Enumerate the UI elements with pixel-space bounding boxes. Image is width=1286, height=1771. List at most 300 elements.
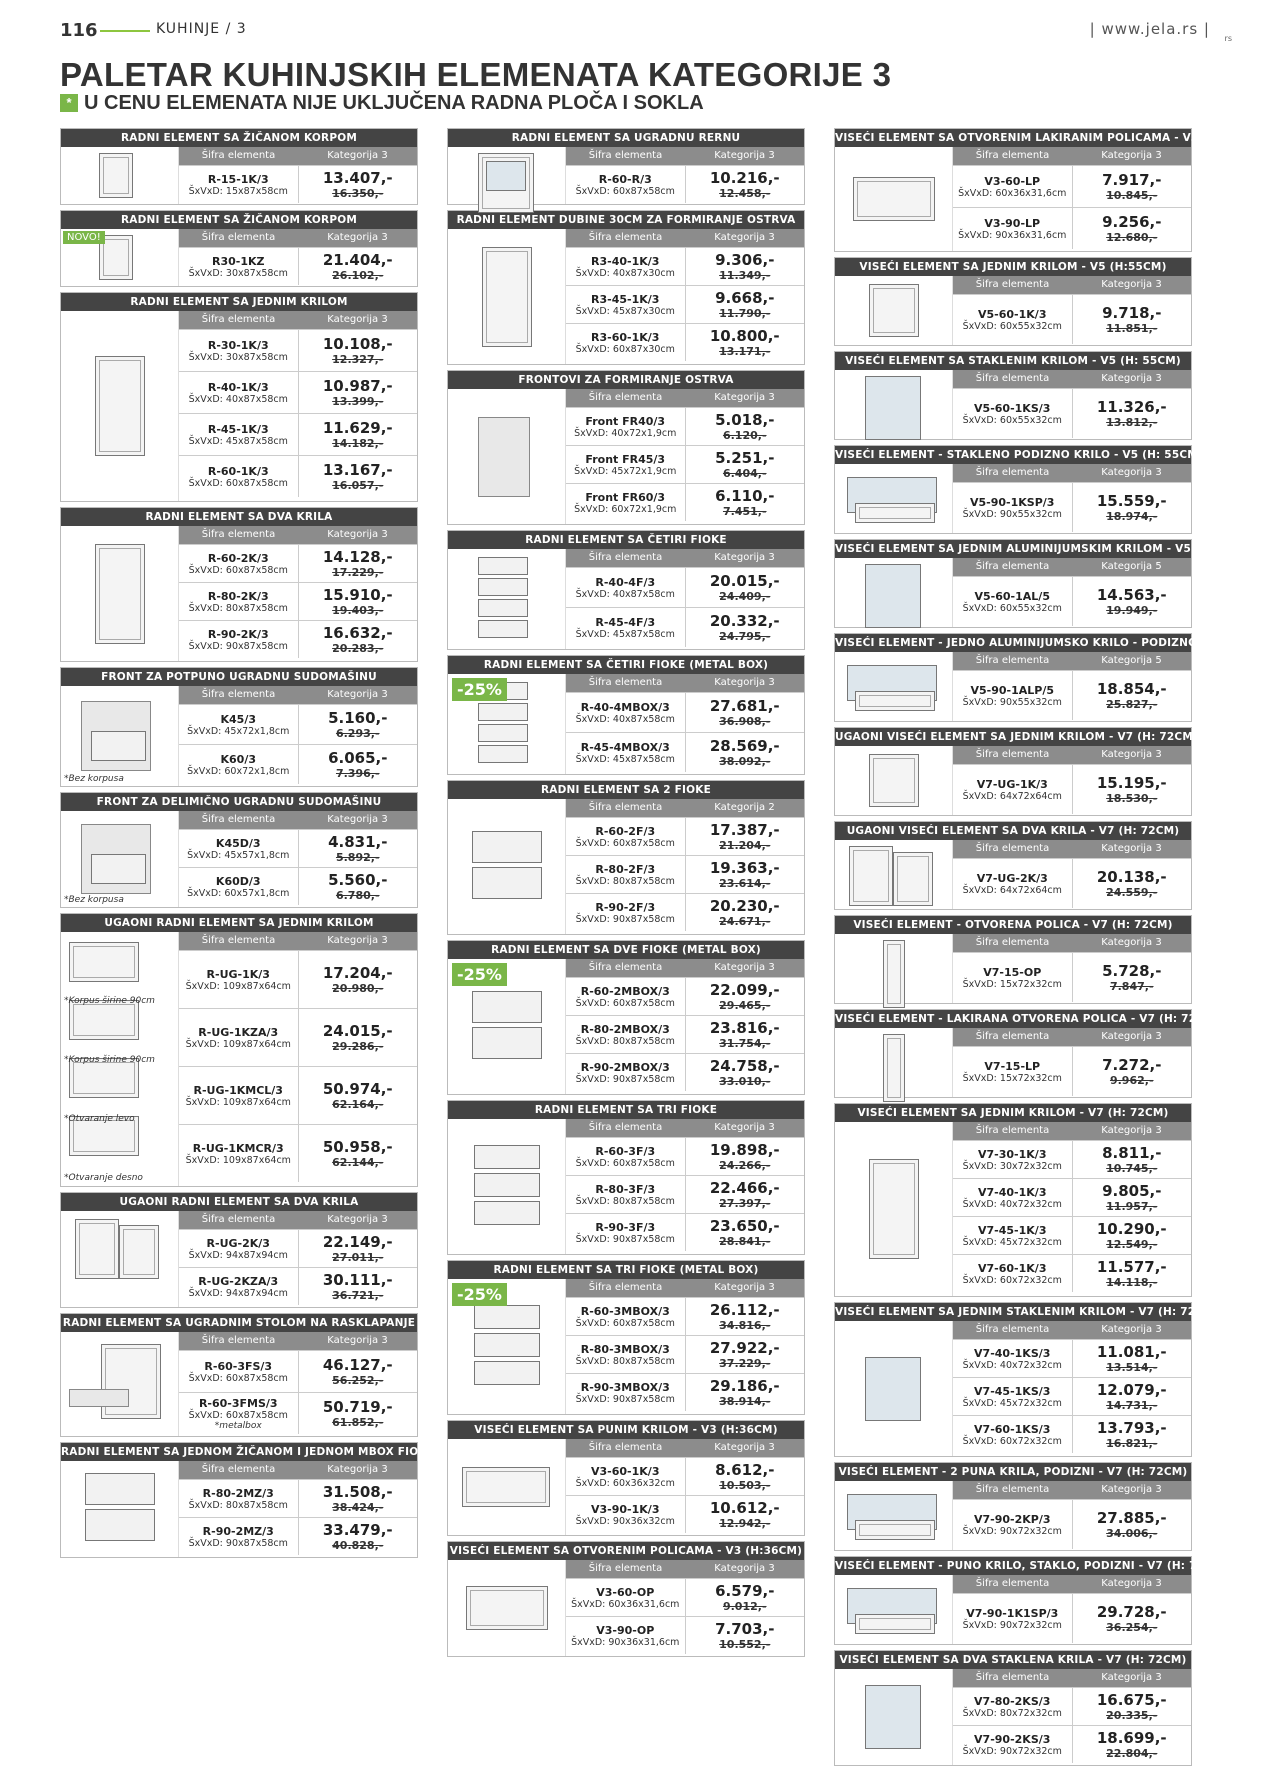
item-info [179, 1518, 298, 1555]
item-code: R-90-2F/3 [595, 900, 656, 914]
table-row [179, 455, 417, 497]
category-column-header: Kategorija 3 [714, 677, 775, 688]
old-price: 16.057,- [332, 479, 384, 492]
block-body [61, 229, 417, 286]
item-dimensions: ŠxVxD: 45x87x30cm [575, 305, 675, 317]
product-block [60, 792, 418, 908]
old-price: 7.396,- [335, 767, 380, 780]
item-dimensions: ŠxVxD: 60x55x32cm [962, 320, 1062, 332]
old-price: 21.204,- [719, 839, 771, 852]
table-header [179, 147, 417, 165]
new-price: 5.251,- [715, 449, 775, 467]
price-table [566, 799, 804, 934]
product-image [835, 464, 953, 533]
item-dimensions: ŠxVxD: 45x72x1,9cm [574, 465, 677, 477]
item-price [298, 1518, 418, 1555]
item-code: R-60-2MBOX/3 [580, 984, 670, 998]
table-row [953, 1593, 1191, 1643]
category-column-header: Kategorija 5 [1101, 655, 1162, 666]
item-price [298, 830, 418, 867]
table-row [953, 482, 1191, 532]
item-code: R-40-4F/3 [595, 575, 656, 589]
new-price: 13.407,- [322, 169, 393, 187]
price-table [566, 1279, 804, 1414]
product-image [448, 389, 566, 524]
item-code: R-UG-2KZA/3 [198, 1274, 279, 1288]
product-image [835, 1122, 953, 1296]
item-price [685, 1336, 805, 1373]
table-row [953, 1415, 1191, 1453]
wall-cabinet-illustration [462, 1467, 550, 1507]
item-code: V7-60-1K/3 [978, 1261, 1047, 1275]
old-price: 29.465,- [719, 999, 771, 1012]
front-panel-illustration [478, 417, 530, 497]
price-table [566, 389, 804, 524]
new-price: 27.681,- [709, 697, 780, 715]
item-dimensions: ŠxVxD: 90x87x58cm [575, 1393, 675, 1405]
category-column-header: Kategorija 3 [1101, 1578, 1162, 1589]
price-table [953, 1575, 1191, 1644]
block-body [835, 1669, 1191, 1765]
table-row [953, 1687, 1191, 1725]
block-body [448, 1119, 804, 1254]
new-price: 4.831,- [328, 833, 388, 851]
table-row [953, 165, 1191, 207]
item-dimensions: ŠxVxD: 60x72x32cm [962, 1274, 1062, 1286]
item-price [1072, 953, 1192, 1002]
item-info [953, 1688, 1072, 1725]
item-code: R-30-1K/3 [207, 338, 269, 352]
item-info [566, 608, 685, 647]
item-code: V3-90-1K/3 [591, 1502, 660, 1516]
item-dimensions: ŠxVxD: 40x87x58cm [188, 393, 288, 405]
category-column-header: Kategorija 3 [327, 529, 388, 540]
block-title: VISEĆI ELEMENT SA JEDNIM STAKLENIM KRILOM - V7 (H: 72CM) [835, 1303, 1191, 1321]
product-block [447, 1420, 805, 1536]
drawer-illustration [478, 745, 528, 763]
drawer-illustration [472, 1027, 542, 1059]
product-image [448, 229, 566, 364]
item-code: R-UG-2K/3 [206, 1236, 270, 1250]
category-column-header: Kategorija 3 [714, 392, 775, 403]
product-image [835, 746, 953, 815]
price-table [179, 1461, 417, 1557]
product-image [61, 147, 179, 204]
block-title: VISEĆI ELEMENT SA STAKLENIM KRILOM - V5 (H: 55CM) [835, 352, 1191, 370]
item-code: R-60-1K/3 [207, 464, 269, 478]
item-price [685, 733, 805, 772]
item-info [953, 295, 1072, 344]
item-price [1072, 1141, 1192, 1178]
item-price [298, 414, 418, 455]
code-column-header: Šifra elementa [588, 552, 663, 563]
product-block [60, 913, 418, 1187]
new-price: 33.479,- [322, 1521, 393, 1539]
new-price: 18.854,- [1096, 680, 1167, 698]
block-title: RADNI ELEMENT SA JEDNIM KRILOM [61, 293, 417, 311]
item-price [685, 484, 805, 521]
item-code: V7-45-1K/3 [978, 1223, 1047, 1237]
old-price: 61.852,- [332, 1416, 384, 1429]
item-dimensions: ŠxVxD: 90x87x58cm [575, 1233, 675, 1245]
table-header [179, 932, 417, 950]
wall-cabinet-illustration [855, 691, 935, 711]
item-dimensions: ŠxVxD: 109x87x64cm [185, 1038, 291, 1050]
product-block [447, 655, 805, 775]
table-row [566, 1175, 804, 1213]
old-price: 10.845,- [1106, 189, 1158, 202]
category-column-header: Kategorija 5 [1101, 561, 1162, 572]
table-header [953, 464, 1191, 482]
item-price [298, 1067, 418, 1124]
old-price: 13.399,- [332, 395, 384, 408]
block-title: VISEĆI ELEMENT SA PUNIM KRILOM - V3 (H:36CM) [448, 1421, 804, 1439]
price-table [953, 1321, 1191, 1456]
item-price [685, 1458, 805, 1495]
item-price [1072, 1500, 1192, 1549]
code-column-header: Šifra elementa [975, 843, 1050, 854]
item-price [1072, 1179, 1192, 1216]
block-title: RADNI ELEMENT SA UGRADNIM STOLOM NA RASKLAPANJE [61, 1314, 417, 1332]
product-block [834, 1462, 1192, 1551]
table-header [953, 147, 1191, 165]
table-row [566, 1053, 804, 1091]
item-price [298, 248, 418, 285]
code-column-header: Šifra elementa [588, 962, 663, 973]
narrow-shelf-illustration [883, 940, 905, 1008]
site-link[interactable]: | www.jela.rs | [1089, 20, 1210, 38]
new-price: 9.256,- [1102, 213, 1162, 231]
drawer-illustration [478, 557, 528, 575]
category-column-header: Kategorija 3 [714, 962, 775, 973]
table-row [179, 1124, 417, 1182]
item-price [685, 1496, 805, 1533]
cabinet-illustration [869, 284, 919, 337]
page-subtitle [60, 92, 704, 115]
block-title: UGAONI RADNI ELEMENT SA JEDNIM KRILOM [61, 914, 417, 932]
item-code: V7-UG-1K/3 [976, 777, 1048, 791]
table-row [179, 1229, 417, 1267]
item-info [953, 1255, 1072, 1292]
block-body [835, 276, 1191, 345]
item-code: R-90-3MBOX/3 [580, 1380, 670, 1394]
item-code: V5-60-1AL/5 [974, 589, 1050, 603]
product-block [447, 128, 805, 205]
column-2 [447, 128, 805, 1662]
old-price: 16.350,- [332, 187, 384, 200]
category-column-header: Kategorija 3 [327, 1464, 388, 1475]
table-row [179, 1267, 417, 1305]
old-price: 11.790,- [719, 307, 771, 320]
old-price: 38.424,- [332, 1501, 384, 1514]
item-info [179, 1393, 298, 1434]
item-dimensions: ŠxVxD: 90x72x32cm [962, 1619, 1062, 1631]
price-table [566, 674, 804, 774]
item-info [179, 621, 298, 658]
table-header [566, 1560, 804, 1578]
old-price: 31.754,- [719, 1037, 771, 1050]
new-price: 12.079,- [1096, 1381, 1167, 1399]
table-header [566, 147, 804, 165]
item-price [298, 868, 418, 905]
code-column-header: Šifra elementa [588, 150, 663, 161]
product-image [835, 1481, 953, 1550]
item-code: V7-UG-2K/3 [976, 871, 1048, 885]
old-price: 14.182,- [332, 437, 384, 450]
item-info [953, 1726, 1072, 1763]
block-body [448, 674, 804, 774]
old-price: 40.828,- [332, 1539, 384, 1552]
new-price: 6.065,- [328, 749, 388, 767]
table-row [566, 977, 804, 1015]
table-header [566, 549, 804, 567]
corner-cabinet-illustration [75, 1219, 119, 1279]
open-shelf-illustration [853, 177, 935, 221]
table-row [179, 704, 417, 744]
item-dimensions: ŠxVxD: 40x87x58cm [575, 588, 675, 600]
old-price: 26.102,- [332, 269, 384, 282]
new-price: 14.128,- [322, 548, 393, 566]
block-body [835, 1028, 1191, 1097]
code-column-header: Šifra elementa [975, 1484, 1050, 1495]
item-price [1072, 1726, 1192, 1763]
new-price: 29.186,- [709, 1377, 780, 1395]
code-column-header: Šifra elementa [975, 1672, 1050, 1683]
item-info [953, 671, 1072, 720]
item-dimensions: ŠxVxD: 60x57x1,8cm [187, 887, 290, 899]
item-info [953, 1047, 1072, 1096]
item-price [685, 1138, 805, 1175]
item-info [566, 1374, 685, 1411]
table-row [566, 247, 804, 285]
new-price: 29.728,- [1096, 1603, 1167, 1621]
table-row [566, 607, 804, 647]
table-row [953, 764, 1191, 814]
table-row [566, 855, 804, 893]
table-header [179, 1332, 417, 1350]
item-info [566, 248, 685, 285]
item-info [566, 693, 685, 732]
category-column-header: Kategorija 3 [1101, 1484, 1162, 1495]
product-block [60, 507, 418, 662]
dishwasher-basket-illustration [91, 731, 146, 761]
old-price: 25.827,- [1106, 698, 1158, 711]
item-info [179, 868, 298, 905]
item-info [566, 978, 685, 1015]
block-title: RADNI ELEMENT SA JEDNOM ŽIČANOM I JEDNOM MBOX FIOKOM [61, 1443, 417, 1461]
item-info [566, 1138, 685, 1175]
item-dimensions: ŠxVxD: 94x87x94cm [188, 1249, 288, 1261]
item-dimensions: ŠxVxD: 80x87x58cm [575, 875, 675, 887]
new-price: 5.728,- [1102, 962, 1162, 980]
item-code: R-90-2K/3 [207, 627, 269, 641]
block-body [61, 147, 417, 204]
metalbox-note: *metalbox [214, 1420, 262, 1431]
old-price: 6.780,- [335, 889, 380, 902]
price-table [179, 1332, 417, 1436]
code-column-header: Šifra elementa [975, 1324, 1050, 1335]
product-image [448, 1439, 566, 1535]
block-body [61, 311, 417, 501]
old-price: 10.745,- [1106, 1162, 1158, 1175]
item-price [298, 372, 418, 413]
item-dimensions: ŠxVxD: 60x36x31,6cm [958, 187, 1067, 199]
product-image [61, 686, 179, 786]
new-price: 10.108,- [322, 335, 393, 353]
item-dimensions: ŠxVxD: 15x87x58cm [188, 185, 288, 197]
item-dimensions: ŠxVxD: 90x55x32cm [962, 508, 1062, 520]
item-price [685, 978, 805, 1015]
old-price: 56.252,- [332, 1374, 384, 1387]
code-column-header: Šifra elementa [588, 1282, 663, 1293]
table-row [953, 1725, 1191, 1763]
item-price [1072, 1594, 1192, 1643]
new-price: 23.650,- [709, 1217, 780, 1235]
item-info [953, 208, 1072, 249]
old-price: 14.731,- [1106, 1399, 1158, 1412]
table-row [953, 1046, 1191, 1096]
item-dimensions: ŠxVxD: 15x72x32cm [962, 1072, 1062, 1084]
item-price [1072, 1255, 1192, 1292]
new-price: 31.508,- [322, 1483, 393, 1501]
product-image [448, 1119, 566, 1254]
item-code: V5-90-1ALP/5 [970, 683, 1054, 697]
table-header [179, 811, 417, 829]
item-dimensions: ŠxVxD: 45x57x1,8cm [187, 849, 290, 861]
old-price: 13.812,- [1106, 416, 1158, 429]
table-row [566, 407, 804, 445]
new-price: 18.699,- [1096, 1729, 1167, 1747]
old-price: 36.254,- [1106, 1621, 1158, 1634]
new-price: 6.110,- [715, 487, 775, 505]
product-block [60, 1192, 418, 1308]
drawer-illustration [474, 1201, 540, 1225]
wall-cabinet-illustration [855, 1614, 935, 1634]
old-price: 36.721,- [332, 1289, 384, 1302]
item-info [566, 894, 685, 931]
item-code: R-60-3FMS/3 [198, 1396, 278, 1410]
column-3 [834, 128, 1286, 1771]
item-info [953, 483, 1072, 532]
item-info [953, 953, 1072, 1002]
item-price [685, 1054, 805, 1091]
item-price [298, 1230, 418, 1267]
new-price: 50.958,- [322, 1138, 393, 1156]
new-price: 9.718,- [1102, 304, 1162, 322]
cabinet-illustration [101, 1344, 161, 1419]
product-image [61, 1211, 179, 1307]
block-body [61, 1461, 417, 1557]
old-price: 20.335,- [1106, 1709, 1158, 1722]
new-price: 6.579,- [715, 1582, 775, 1600]
new-price: 20.138,- [1096, 868, 1167, 886]
item-info [566, 1016, 685, 1053]
item-dimensions: ŠxVxD: 60x72x32cm [962, 1435, 1062, 1447]
code-column-header: Šifra elementa [975, 279, 1050, 290]
item-dimensions: ŠxVxD: 30x72x32cm [962, 1160, 1062, 1172]
item-code: K45/3 [220, 712, 256, 726]
item-dimensions: ŠxVxD: 40x72x32cm [962, 1359, 1062, 1371]
wall-cabinet-illustration [855, 503, 935, 523]
cabinet-illustration [99, 153, 133, 198]
table-row [566, 1137, 804, 1175]
header-line [100, 30, 150, 32]
corner-cabinet-illustration [893, 852, 933, 906]
price-table [179, 1211, 417, 1307]
item-info [953, 1179, 1072, 1216]
product-block [834, 1103, 1192, 1297]
table-row [179, 165, 417, 203]
item-info [566, 733, 685, 772]
new-price: 27.922,- [709, 1339, 780, 1357]
table-row [566, 1213, 804, 1251]
product-block [447, 1100, 805, 1255]
new-price: 46.127,- [322, 1356, 393, 1374]
item-price [1072, 671, 1192, 720]
old-price: 6.293,- [335, 727, 380, 740]
block-title: RADNI ELEMENT SA 2 FIOKE [448, 781, 804, 799]
product-block [60, 1313, 418, 1437]
item-info [566, 1176, 685, 1213]
block-body [835, 370, 1191, 439]
item-info [953, 1378, 1072, 1415]
item-dimensions: ŠxVxD: 60x87x58cm [575, 185, 675, 197]
category-column-header: Kategorija 3 [1101, 1324, 1162, 1335]
table-row [953, 952, 1191, 1002]
new-price: 19.898,- [709, 1141, 780, 1159]
item-price [1072, 1416, 1192, 1453]
item-dimensions: ŠxVxD: 109x87x64cm [185, 980, 291, 992]
item-code: R-UG-1KZA/3 [198, 1025, 279, 1039]
item-price [685, 1617, 805, 1654]
table-row [566, 165, 804, 203]
old-price: 20.980,- [332, 982, 384, 995]
item-code: V7-90-1K1SP/3 [966, 1606, 1059, 1620]
old-price: 12.458,- [719, 187, 771, 200]
table-header [953, 1028, 1191, 1046]
block-title: FRONT ZA DELIMIČNO UGRADNU SUDOMAŠINU [61, 793, 417, 811]
old-price: 18.530,- [1106, 792, 1158, 805]
code-column-header: Šifra elementa [975, 655, 1050, 666]
table-header [566, 799, 804, 817]
item-info [179, 545, 298, 582]
old-price: 11.851,- [1106, 322, 1158, 335]
product-image [835, 1575, 953, 1644]
category-column-header: Kategorija 3 [1101, 1672, 1162, 1683]
new-price: 9.306,- [715, 251, 775, 269]
item-price [685, 1579, 805, 1616]
asterisk-icon: * [60, 94, 78, 112]
column-1 [60, 128, 447, 1563]
block-title: RADNI ELEMENT SA TRI FIOKE (METAL BOX) [448, 1261, 804, 1279]
old-price: 24.671,- [719, 915, 771, 928]
item-code: R-80-3F/3 [595, 1182, 656, 1196]
table-row [953, 388, 1191, 438]
footnote: *Bez korpusa [64, 895, 124, 905]
new-price: 13.167,- [322, 461, 393, 479]
drawer-illustration [478, 599, 528, 617]
price-table [179, 147, 417, 204]
old-price: 28.841,- [719, 1235, 771, 1248]
item-info [179, 166, 298, 203]
item-code: R-UG-1KMCR/3 [192, 1141, 284, 1155]
table-row [953, 1377, 1191, 1415]
item-code: V3-60-1K/3 [591, 1464, 660, 1478]
item-dimensions: ŠxVxD: 60x55x32cm [962, 602, 1062, 614]
table-header [953, 1575, 1191, 1593]
item-code: V5-90-1KSP/3 [970, 495, 1055, 509]
price-table [953, 147, 1191, 251]
